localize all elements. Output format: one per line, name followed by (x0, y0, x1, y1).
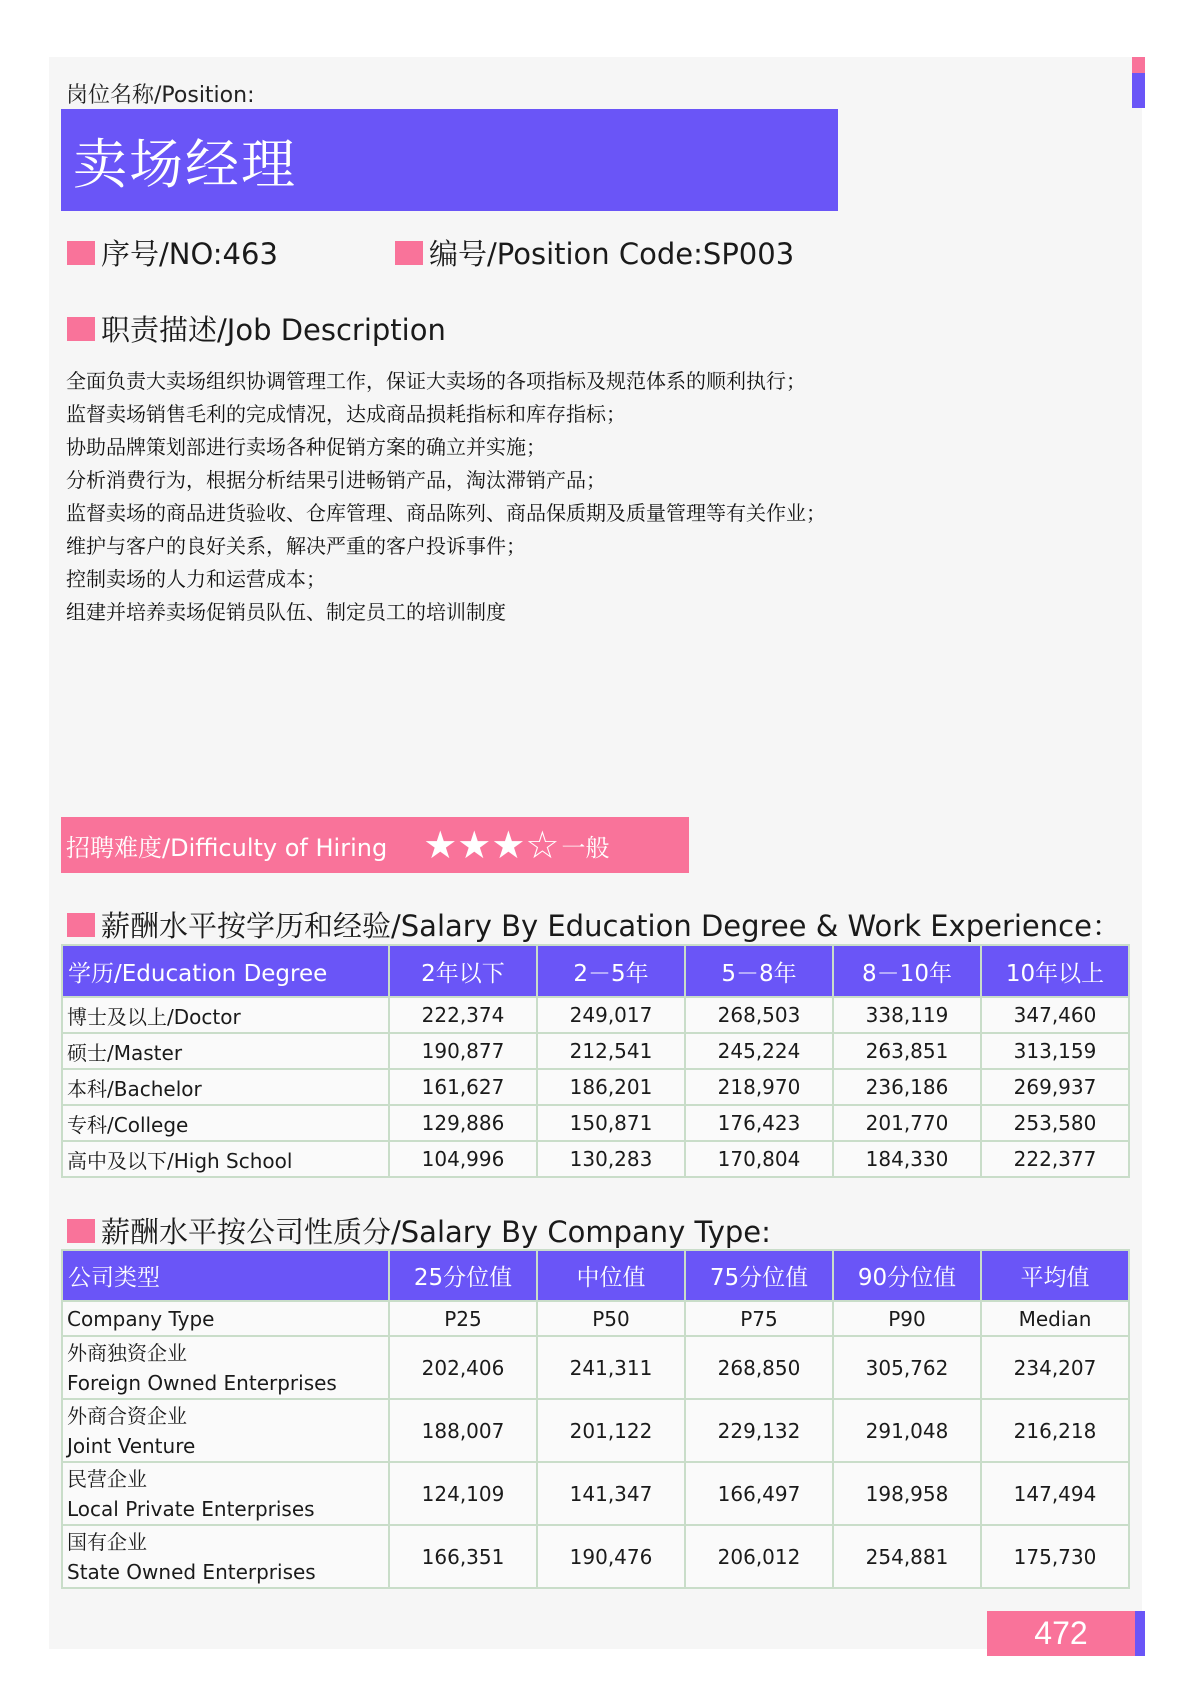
job-description-list (66, 365, 826, 629)
table-cell: 150,871 (537, 1105, 685, 1141)
column-header: 学历/Education Degree (62, 945, 389, 997)
table-cell: 141,347 (537, 1462, 685, 1525)
table-cell: P50 (537, 1301, 685, 1336)
job-description-line: 组建并培养卖场促销员队伍、制定员工的培训制度 (66, 600, 506, 624)
table-cell: 269,937 (981, 1069, 1129, 1105)
company-salary-heading-text: 薪酬水平按公司性质分/Salary By Company Type: (101, 1215, 771, 1249)
table-cell: 186,201 (537, 1069, 685, 1105)
table-cell: 161,627 (389, 1069, 537, 1105)
company-salary-heading (67, 1210, 771, 1251)
table-cell: 263,851 (833, 1033, 981, 1069)
title-banner (61, 109, 838, 211)
row-label-cn: 国有企业 (67, 1529, 147, 1554)
table-cell: 268,850 (685, 1336, 833, 1399)
table-cell: 104,996 (389, 1141, 537, 1177)
row-label (62, 1525, 389, 1588)
column-header: 公司类型 (62, 1250, 389, 1301)
table-cell: 206,012 (685, 1525, 833, 1588)
row-label-cn: 外商合资企业 (67, 1403, 187, 1428)
table-cell: 124,109 (389, 1462, 537, 1525)
table-cell: 201,770 (833, 1105, 981, 1141)
column-header: 中位值 (537, 1250, 685, 1301)
row-label (62, 1462, 389, 1525)
table-cell: 249,017 (537, 997, 685, 1033)
table-cell: 236,186 (833, 1069, 981, 1105)
table-cell: 190,877 (389, 1033, 537, 1069)
job-description-line: 监督卖场销售毛利的完成情况，达成商品损耗指标和库存指标； (66, 402, 626, 426)
difficulty-bar (61, 817, 689, 873)
table-header-row (62, 945, 1129, 997)
table-cell: P25 (389, 1301, 537, 1336)
table-cell: 170,804 (685, 1141, 833, 1177)
table-cell: 218,970 (685, 1069, 833, 1105)
table-cell: 245,224 (685, 1033, 833, 1069)
table-cell: 202,406 (389, 1336, 537, 1399)
table-cell: 254,881 (833, 1525, 981, 1588)
table-cell: 347,460 (981, 997, 1129, 1033)
table-cell: 147,494 (981, 1462, 1129, 1525)
row-label (62, 1336, 389, 1399)
page-number-tab (1135, 1611, 1145, 1656)
table-cell: 268,503 (685, 997, 833, 1033)
job-description-line: 全面负责大卖场组织协调管理工作，保证大卖场的各项指标及规范体系的顺利执行； (66, 369, 806, 393)
table-cell: 234,207 (981, 1336, 1129, 1399)
table-cell: 216,218 (981, 1399, 1129, 1462)
row-label: 本科/Bachelor (62, 1069, 389, 1105)
table-row (62, 1462, 1129, 1525)
row-label: 硕士/Master (62, 1033, 389, 1069)
job-description-line: 监督卖场的商品进货验收、仓库管理、商品陈列、商品保质期及质量管理等有关作业； (66, 501, 826, 525)
table-cell: 130,283 (537, 1141, 685, 1177)
job-description-heading (67, 308, 446, 349)
column-header: 8－10年 (833, 945, 981, 997)
job-description-line: 协助品牌策划部进行卖场各种促销方案的确立并实施； (66, 435, 546, 459)
column-header: 90分位值 (833, 1250, 981, 1301)
table-cell: 212,541 (537, 1033, 685, 1069)
job-description-heading-text: 职责描述/Job Description (101, 313, 446, 347)
table-cell: 229,132 (685, 1399, 833, 1462)
job-description-line: 分析消费行为，根据分析结果引进畅销产品，淘汰滞销产品； (66, 468, 606, 492)
bullet-square (67, 1219, 95, 1243)
table-cell: 305,762 (833, 1336, 981, 1399)
star-rating-icon: ★★★☆ (423, 823, 560, 867)
table-cell: P90 (833, 1301, 981, 1336)
table-cell: 176,423 (685, 1105, 833, 1141)
table-row (62, 1525, 1129, 1588)
serial-number (67, 232, 278, 273)
column-header: 2年以下 (389, 945, 537, 997)
row-label (62, 1399, 389, 1462)
serial-number-text: 序号/NO:463 (101, 237, 278, 271)
table-row (62, 1033, 1129, 1069)
table-cell: 129,886 (389, 1105, 537, 1141)
table-row (62, 997, 1129, 1033)
column-header: 5－8年 (685, 945, 833, 997)
table-row (62, 1141, 1129, 1177)
difficulty-label: 招聘难度/Difficulty of Hiring (66, 833, 388, 862)
column-header: 75分位值 (685, 1250, 833, 1301)
table-cell: 201,122 (537, 1399, 685, 1462)
table-cell: Median (981, 1301, 1129, 1336)
row-label-en: Joint Venture (67, 1433, 196, 1458)
page-number: 472 (987, 1611, 1135, 1656)
table-cell: 222,374 (389, 997, 537, 1033)
corner-accent-purple (1132, 73, 1145, 108)
table-cell: 338,119 (833, 997, 981, 1033)
bullet-square (67, 317, 95, 341)
difficulty-level: 一般 (561, 833, 610, 862)
column-header: 平均值 (981, 1250, 1129, 1301)
table-cell: P75 (685, 1301, 833, 1336)
table-cell: 241,311 (537, 1336, 685, 1399)
table-cell: 190,476 (537, 1525, 685, 1588)
bullet-square (67, 241, 95, 265)
table-cell: 184,330 (833, 1141, 981, 1177)
table-cell: 188,007 (389, 1399, 537, 1462)
page-title: 卖场经理 (73, 132, 297, 196)
table-cell: 166,497 (685, 1462, 833, 1525)
row-label-cn: 外商独资企业 (67, 1340, 187, 1365)
column-header: 25分位值 (389, 1250, 537, 1301)
table-cell: 222,377 (981, 1141, 1129, 1177)
position-label: 岗位名称/Position: (66, 83, 255, 108)
bullet-square (395, 241, 423, 265)
table-subheader-row (62, 1301, 1129, 1336)
job-description-line: 控制卖场的人力和运营成本； (66, 567, 326, 591)
row-label: 博士及以上/Doctor (62, 997, 389, 1033)
row-label: 专科/College (62, 1105, 389, 1141)
table-cell: 166,351 (389, 1525, 537, 1588)
table-cell: 198,958 (833, 1462, 981, 1525)
row-label-cn: 民营企业 (67, 1466, 147, 1491)
education-salary-table (61, 944, 1130, 1178)
table-cell: 313,159 (981, 1033, 1129, 1069)
row-label: 高中及以下/High School (62, 1141, 389, 1177)
position-code (395, 232, 794, 273)
education-salary-heading (67, 904, 1121, 945)
table-row (62, 1105, 1129, 1141)
column-header: 2－5年 (537, 945, 685, 997)
position-code-text: 编号/Position Code:SP003 (429, 237, 795, 271)
column-header: 10年以上 (981, 945, 1129, 997)
job-description-line: 维护与客户的良好关系，解决严重的客户投诉事件； (66, 534, 526, 558)
table-cell: 253,580 (981, 1105, 1129, 1141)
row-label: Company Type (62, 1301, 389, 1336)
education-salary-heading-text: 薪酬水平按学历和经验/Salary By Education Degree & Work Experience： (101, 909, 1121, 943)
row-label-en: State Owned Enterprises (67, 1559, 316, 1584)
table-header-row (62, 1250, 1129, 1301)
table-cell: 175,730 (981, 1525, 1129, 1588)
corner-accent-pink (1132, 57, 1145, 73)
row-label-en: Local Private Enterprises (67, 1496, 315, 1521)
table-row (62, 1336, 1129, 1399)
table-cell: 291,048 (833, 1399, 981, 1462)
company-salary-table (61, 1249, 1130, 1589)
table-row (62, 1069, 1129, 1105)
row-label-en: Foreign Owned Enterprises (67, 1370, 337, 1395)
bullet-square (67, 913, 95, 937)
table-row (62, 1399, 1129, 1462)
